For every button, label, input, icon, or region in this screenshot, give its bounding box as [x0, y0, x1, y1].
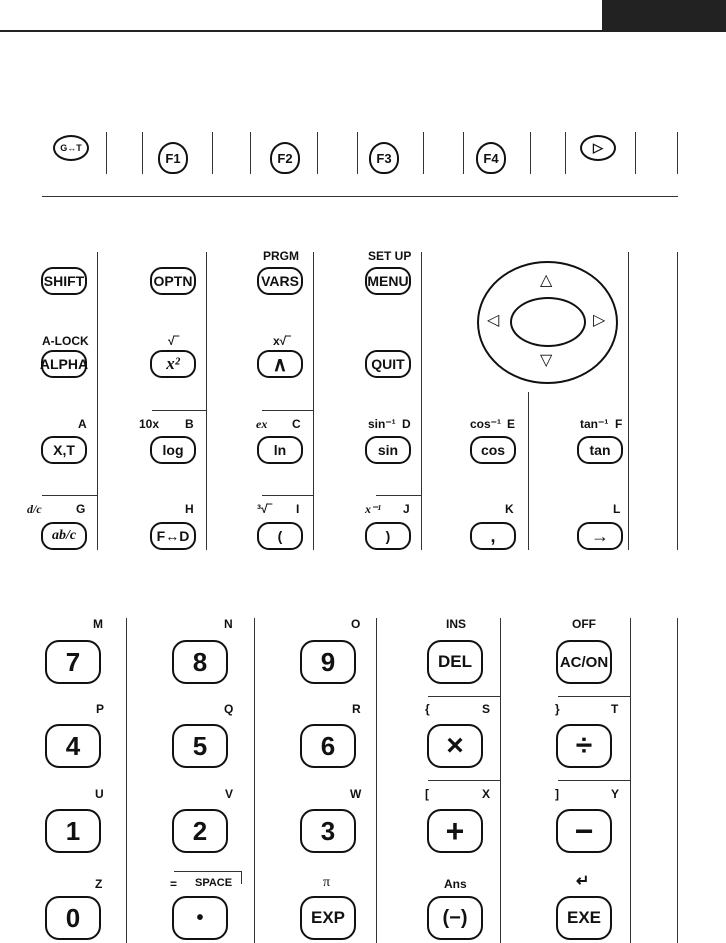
label-g: G [76, 502, 86, 516]
prgm-label: PRGM [263, 249, 299, 263]
brace-close-label: } [555, 702, 560, 716]
store-key[interactable]: → [577, 522, 623, 550]
exp-e-label: ex [256, 417, 268, 431]
key-3[interactable]: 3 [300, 809, 356, 853]
play-key[interactable]: ▷ [580, 135, 616, 161]
bracket-open-label: [ [425, 787, 429, 801]
bracket [152, 410, 207, 423]
arrow-up-icon[interactable]: △ [540, 272, 553, 289]
header-rule [0, 30, 726, 32]
close-paren-key[interactable]: ) [365, 522, 411, 550]
label-y: Y [611, 787, 620, 801]
menu-key[interactable]: MENU [365, 267, 411, 295]
section-divider [42, 196, 678, 197]
label-b: B [185, 417, 194, 431]
alpha-lock-label: A-LOCK [42, 334, 89, 348]
multiply-key[interactable]: × [427, 724, 483, 768]
arrow-right-icon[interactable]: ▷ [593, 312, 606, 329]
fraction-key[interactable]: ab/c [41, 522, 87, 550]
divider [677, 132, 678, 174]
divider [423, 132, 424, 174]
sin-key[interactable]: sin [365, 436, 411, 464]
bracket [376, 495, 422, 508]
f3-key[interactable]: F3 [369, 142, 399, 174]
xt-key[interactable]: X,T [41, 436, 87, 464]
pow10-label: 10x [139, 417, 160, 431]
divider [463, 132, 464, 174]
divider [254, 618, 255, 943]
graph-text-key[interactable]: G↔T [53, 135, 89, 161]
log-key[interactable]: log [150, 436, 196, 464]
divider [376, 618, 377, 943]
bracket [42, 495, 98, 508]
arrow-down-icon[interactable]: ▽ [540, 352, 553, 369]
label-u: U [95, 787, 104, 801]
divider [530, 132, 531, 174]
setup-label: SET UP [368, 249, 412, 263]
reciprocal-label: x⁻¹ [365, 502, 381, 516]
label-p: P [96, 702, 105, 716]
bracket-close-label: ] [555, 787, 559, 801]
key-1[interactable]: 1 [45, 809, 101, 853]
minus-key[interactable]: − [556, 809, 612, 853]
decimal-key[interactable]: • [172, 896, 228, 940]
bracket [428, 780, 501, 793]
ac-on-key[interactable]: AC/ON [556, 640, 612, 684]
bracket [428, 696, 501, 709]
divider [528, 392, 529, 550]
arrow-left-icon[interactable]: ◁ [487, 312, 500, 329]
label-j: J [403, 502, 410, 516]
pi-label: π [323, 875, 331, 890]
atan-label: tan⁻¹ [580, 417, 609, 431]
fd-key[interactable]: F↔D [150, 522, 196, 550]
key-2[interactable]: 2 [172, 809, 228, 853]
label-h: H [185, 502, 194, 516]
vars-key[interactable]: VARS [257, 267, 303, 295]
bracket [262, 410, 314, 423]
divider [106, 132, 107, 174]
divider [628, 252, 629, 550]
brace-open-label: { [425, 702, 430, 716]
f4-key[interactable]: F4 [476, 142, 506, 174]
key-5[interactable]: 5 [172, 724, 228, 768]
square-key[interactable]: x² [150, 350, 196, 378]
label-t: T [611, 702, 619, 716]
label-l: L [613, 502, 621, 516]
label-m: M [93, 617, 103, 631]
cos-key[interactable]: cos [470, 436, 516, 464]
dpad-center[interactable] [510, 297, 586, 347]
divider [677, 618, 678, 943]
negative-key[interactable]: (−) [427, 896, 483, 940]
xroot-label: x√‾ [273, 334, 291, 348]
shift-key[interactable]: SHIFT [41, 267, 87, 295]
label-a: A [78, 417, 87, 431]
divider [677, 252, 678, 550]
f1-key[interactable]: F1 [158, 142, 188, 174]
label-f: F [615, 417, 623, 431]
header-tab [602, 0, 726, 31]
power-key[interactable]: ∧ [257, 350, 303, 378]
sqrt-label: √‾ [168, 334, 179, 348]
label-d: D [402, 417, 411, 431]
label-z: Z [95, 877, 103, 891]
divider [317, 132, 318, 174]
divider [142, 132, 143, 174]
tan-key[interactable]: tan [577, 436, 623, 464]
newline-icon: ↵ [576, 873, 590, 890]
bracket [558, 696, 631, 709]
plus-key[interactable]: + [427, 809, 483, 853]
open-paren-key[interactable]: ( [257, 522, 303, 550]
label-o: O [351, 617, 361, 631]
label-x: X [482, 787, 491, 801]
del-key[interactable]: DEL [427, 640, 483, 684]
bracket [558, 780, 631, 793]
asin-label: sin⁻¹ [368, 417, 396, 431]
dc-label: d/c [27, 502, 42, 516]
divide-key[interactable]: ÷ [556, 724, 612, 768]
label-s: S [482, 702, 491, 716]
optn-key[interactable]: OPTN [150, 267, 196, 295]
ins-label: INS [446, 617, 467, 631]
equals-label: = [170, 877, 178, 891]
off-label: OFF [572, 617, 596, 631]
comma-key[interactable]: , [470, 522, 516, 550]
label-q: Q [224, 702, 234, 716]
key-4[interactable]: 4 [45, 724, 101, 768]
label-e: E [507, 417, 516, 431]
cuberoot-label: ³√‾ [257, 502, 272, 516]
label-v: V [225, 787, 234, 801]
ans-label: Ans [444, 877, 467, 891]
key-0[interactable]: 0 [45, 896, 101, 940]
exe-key[interactable]: EXE [556, 896, 612, 940]
label-n: N [224, 617, 233, 631]
divider [565, 132, 566, 174]
key-6[interactable]: 6 [300, 724, 356, 768]
ln-key[interactable]: ln [257, 436, 303, 464]
divider [635, 132, 636, 174]
quit-key[interactable]: QUIT [365, 350, 411, 378]
label-k: K [505, 502, 514, 516]
f2-key[interactable]: F2 [270, 142, 300, 174]
acos-label: cos⁻¹ [470, 417, 502, 431]
label-r: R [352, 702, 361, 716]
key-7[interactable]: 7 [45, 640, 101, 684]
space-label: SPACE [195, 877, 233, 889]
alpha-key[interactable]: ALPHA [41, 350, 87, 378]
key-8[interactable]: 8 [172, 640, 228, 684]
divider [250, 132, 251, 174]
key-9[interactable]: 9 [300, 640, 356, 684]
divider [206, 252, 207, 550]
exp-key[interactable]: EXP [300, 896, 356, 940]
divider [212, 132, 213, 174]
divider [357, 132, 358, 174]
label-w: W [350, 787, 362, 801]
label-i: I [296, 502, 300, 516]
label-c: C [292, 417, 301, 431]
divider [126, 618, 127, 943]
